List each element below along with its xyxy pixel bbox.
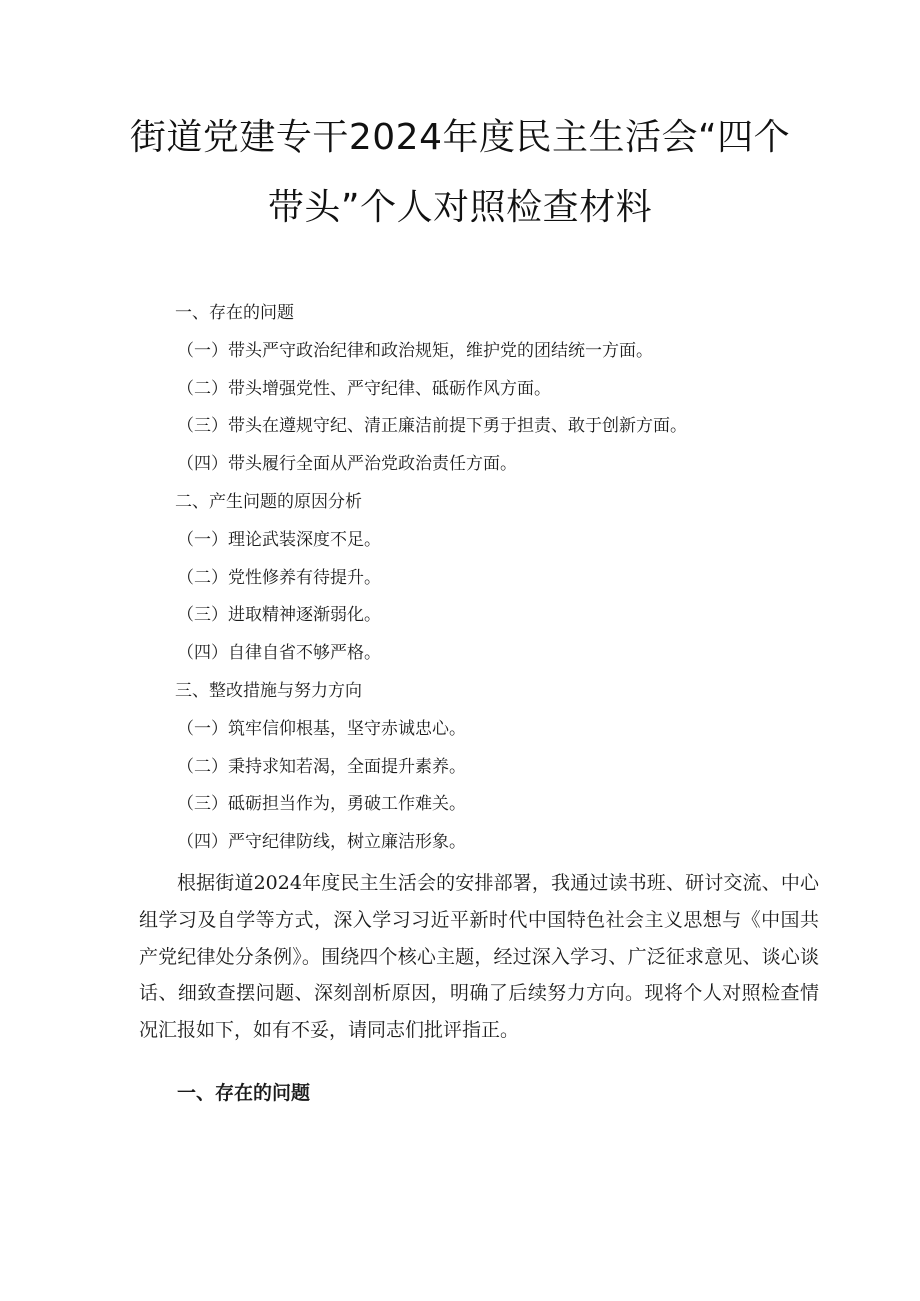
outline-heading-3: 三、整改措施与努力方向 [175,680,362,701]
outline-item: （一）理论武装深度不足。 [177,529,381,550]
outline-heading-2: 二、产生问题的原因分析 [175,491,362,512]
outline-item: （一）筑牢信仰根基，坚守赤诚忠心。 [177,718,466,739]
outline-item: （三）砥砺担当作为，勇破工作难关。 [177,794,466,815]
outline-item: （四）带头履行全面从严治党政治责任方面。 [177,454,517,475]
outline-item: （三）带头在遵规守纪、清正廉洁前提下勇于担责、敢于创新方面。 [177,416,687,437]
outline-item: （二）党性修养有待提升。 [177,567,381,588]
outline-item: （三）进取精神逐渐弱化。 [177,605,381,626]
outline-item: （二）秉持求知若渴，全面提升素养。 [177,756,466,777]
outline-item: （一）带头严守政治纪律和政治规矩，维护党的团结统一方面。 [177,340,653,361]
outline-item: （四）自律自省不够严格。 [177,643,381,664]
document-title-line-1: 街道党建专干2024年度民主生活会“四个 [129,117,791,158]
outline-item: （四）严守纪律防线，树立廉洁形象。 [177,832,466,853]
outline-heading-1: 一、存在的问题 [175,303,294,323]
section-heading: 一、存在的问题 [177,1082,311,1104]
intro-paragraph: 根据街道2024年度民主生活会的安排部署，我通过读书班、研讨交流、中心组学习及自学等方式，深入学习习近平新时代中国特色社会主义思想与《中国共产党纪律处分条例》。围绕四个核心主题，经过深入学习、广泛征求意见、谈心谈话、细致查摆问题、深刻剖析原因，明确了后续努力方向。现将个人对照检查情况汇报如下，如有不妥，请同志们批评指正。 [139,872,819,1042]
document-title-line-2: 带头”个人对照检查材料 [267,187,653,228]
outline-list [175,298,875,865]
outline-item: （二）带头增强党性、严守纪律、砥砺作风方面。 [177,378,551,399]
